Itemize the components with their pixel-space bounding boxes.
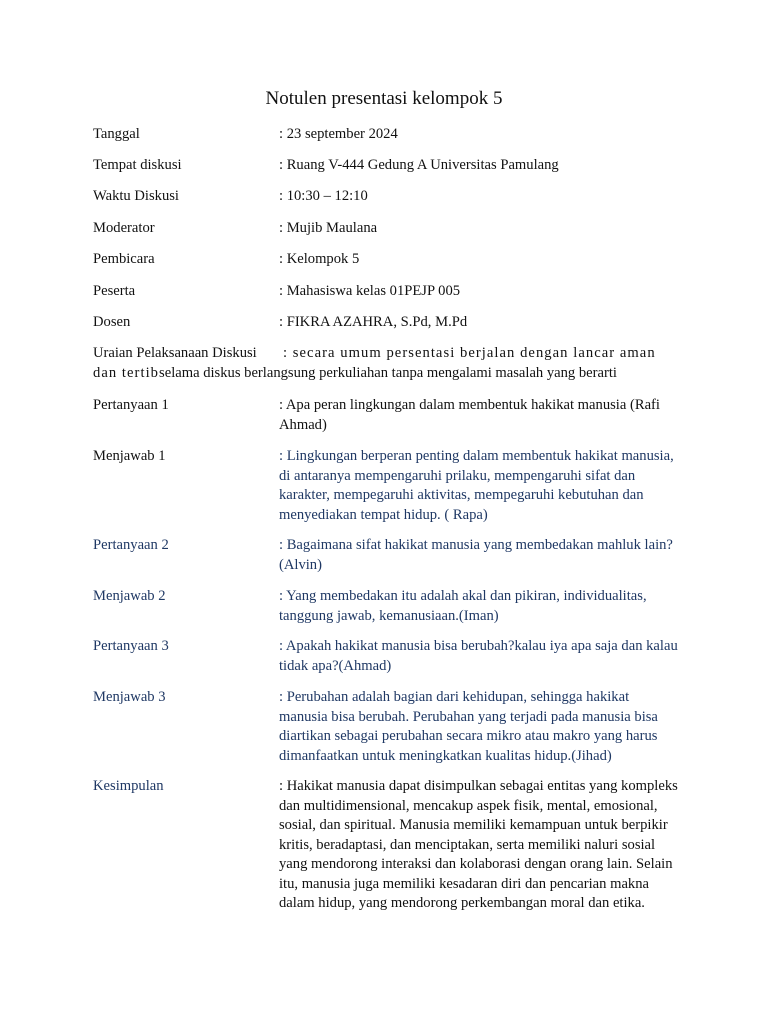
qa-label: Kesimpulan — [93, 778, 164, 794]
document-title: Notulen presentasi kelompok 5 — [265, 88, 503, 109]
qa-label: Pertanyaan 3 — [93, 638, 169, 654]
info-label: Dosen — [93, 314, 131, 330]
info-value: : FIKRA AZAHRA, S.Pd, M.Pd — [279, 314, 468, 330]
uraian-value-end: selama diskus berlangsung perkuliahan tanpa mengalami masalah yang berarti — [159, 364, 617, 381]
info-value: : Ruang V-444 Gedung A Universitas Pamulang — [279, 157, 559, 173]
uraian-pelaksanaan — [93, 344, 683, 383]
uraian-value-mid: dan tertib — [93, 364, 160, 381]
info-label: Waktu Diskusi — [93, 188, 179, 204]
qa-label: Pertanyaan 1 — [93, 397, 169, 413]
info-value: : Mahasiswa kelas 01PEJP 005 — [279, 283, 461, 299]
qa-value: : Apakah hakikat manusia bisa berubah?kalau iya apa saja dan kalau tidak apa?(Ahmad) — [279, 638, 678, 674]
info-label: Tanggal — [93, 126, 140, 142]
qa-value: : Apa peran lingkungan dalam membentuk hakikat manusia (Rafi Ahmad) — [279, 397, 660, 433]
info-value: : Kelompok 5 — [279, 251, 360, 267]
info-label: Peserta — [93, 283, 136, 299]
info-label: Pembicara — [93, 251, 155, 267]
uraian-line-1 — [93, 344, 683, 364]
qa-label: Menjawab 1 — [93, 448, 166, 464]
qa-value: : Perubahan adalah bagian dari kehidupan, sehingga hakikat manusia bisa berubah. Perubahan yang terjadi pada manusia bisa diartikan sebagai perubahan secara mikro atau makro yang harus dimanfaatkan untuk meningkatkan kualitas hidup.(Jihad) — [279, 689, 658, 764]
qa-value: : Bagaimana sifat hakikat manusia yang membedakan mahluk lain? (Alvin) — [279, 537, 673, 573]
qa-value: : Lingkungan berperan penting dalam membentuk hakikat manusia, di antaranya mempengaruhi prilaku, mempengaruhi sifat dan karakter, mempegaruhi aktivitas, mempegaruhi kebutuhan dan menyediakan tempat hidup. ( Rapa) — [279, 448, 674, 523]
qa-value: : Yang membedakan itu adalah akal dan pikiran, individualitas, tanggung jawab, kemanusiaan.(Iman) — [279, 588, 647, 624]
qa-label: Pertanyaan 2 — [93, 537, 169, 553]
qa-value: : Hakikat manusia dapat disimpulkan sebagai entitas yang kompleks dan multidimensional, mencakup aspek fisik, mental, emosional, sosial, dan spiritual. Manusia memiliki kemampuan untuk berpikir kritis, beradaptasi, dan menciptakan, serta memiliki naluri sosial yang mendorong interaksi dan kolaborasi dengan orang lain. Selain itu, manusia juga memiliki kesadaran diri dan pencarian makna dalam hidup, yang mendorong perkembangan moral dan etika. — [279, 778, 678, 911]
info-label: Tempat diskusi — [93, 157, 182, 173]
qa-label: Menjawab 3 — [93, 689, 166, 705]
info-label: Moderator — [93, 220, 155, 236]
info-value: : 23 september 2024 — [279, 126, 398, 142]
info-value: : 10:30 – 12:10 — [279, 188, 368, 204]
uraian-line-2 — [93, 364, 683, 384]
info-value: : Mujib Maulana — [279, 220, 378, 236]
uraian-value-start: : secara umum persentasi berjalan dengan lancar aman — [283, 345, 656, 361]
qa-label: Menjawab 2 — [93, 588, 166, 604]
uraian-label: Uraian Pelaksanaan Diskusi — [93, 345, 257, 361]
